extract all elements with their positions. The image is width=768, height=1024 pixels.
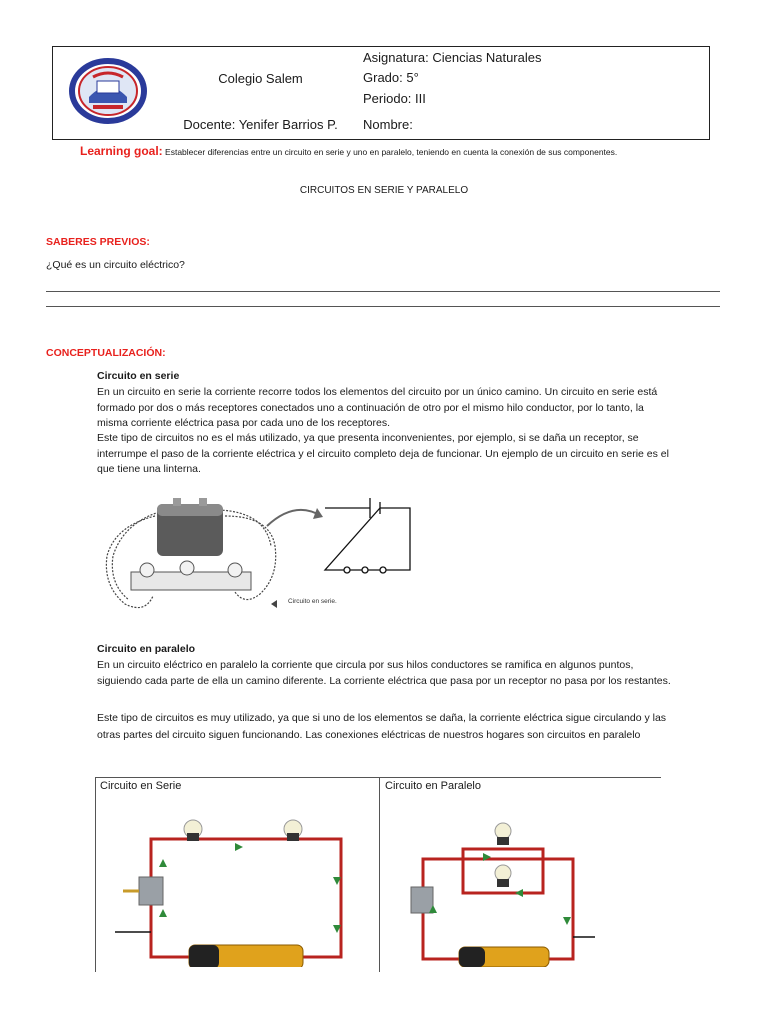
parallel-circuit-drawing (399, 817, 599, 967)
bulb-icon (495, 823, 511, 839)
teacher-name: Docente: Yenifer Barrios P. (183, 116, 338, 132)
serie-title: Circuito en serie (97, 370, 180, 382)
learning-goal-label: Learning goal: (80, 144, 163, 158)
header-table (52, 46, 710, 140)
comparison-table (95, 777, 661, 972)
paralelo-paragraph-1: En un circuito eléctrico en paralelo la corriente que circula por sus hilos conductores se ramifica en algunos puntos, siguiendo cada parte de ella un camino diferente. La corriente eléctrica que pasa por un receptor no pasa por los restantes. (97, 659, 671, 687)
saberes-heading: SABERES PREVIOS: (46, 236, 150, 248)
bulb-icon (495, 865, 511, 881)
period-field: Periodo: III (363, 90, 426, 106)
learning-goal-text: Establecer diferencias entre un circuito en serie y uno en paralelo, teniendo en cuenta la conexión de sus componentes. (165, 147, 618, 157)
battery-block (157, 498, 223, 556)
answer-line-2[interactable] (46, 306, 720, 307)
serie-paragraph-2: Este tipo de circuitos no es el más utilizado, ya que presenta inconvenientes, por ejemplo, si se daña un receptor, se interrumpe el paso de la corriente eléctrica y el circuito completo deja de funcionar. Un ejemplo de un circuito en serie es el que tiene una linterna. (97, 432, 669, 475)
paralelo-column-label: Circuito en Paralelo (385, 780, 481, 792)
paralelo-title: Circuito en paralelo (97, 643, 196, 655)
answer-line-1[interactable] (46, 291, 720, 292)
coiled-wire-left (106, 512, 159, 608)
grade-field: Grado: 5° (363, 69, 419, 85)
school-logo (53, 47, 166, 139)
flashlight-circuit-figure (95, 486, 425, 626)
bulb-row (131, 561, 251, 590)
curved-arrow (267, 510, 321, 526)
student-name-field[interactable]: Nombre: (363, 116, 413, 132)
school-name: Colegio Salem (218, 70, 303, 86)
logo-cell (53, 47, 166, 139)
serie-column-label: Circuito en Serie (100, 780, 182, 792)
subject-field: Asignatura: Ciencias Naturales (363, 49, 542, 65)
series-circuit-drawing (115, 807, 355, 967)
learning-goal (80, 144, 730, 158)
figure-caption: Circuito en serie. (288, 598, 337, 605)
circuit-schematic (325, 498, 410, 573)
page-title: CIRCUITOS EN SERIE Y PARALELO (299, 185, 469, 196)
paralelo-paragraph-2: Este tipo de circuitos es muy utilizado, ya que si uno de los elementos se daña, la corriente eléctrica sigue circulando y las otras partes del circuito siguen funcionando. Las conexiones eléctricas de nuestros hogares son circuitos en paralelo (97, 712, 667, 741)
serie-paragraph-1: En un circuito en serie la corriente recorre todos los elementos del circuito por un único camino. Un circuito en serie está formado por dos o más receptores conectados uno a continuación de otro por el mismo hilo conductor, por lo tanto, la misma corriente eléctrica pasa por cada uno de los receptores. (97, 386, 658, 429)
switch-icon (139, 877, 163, 905)
concept-heading: CONCEPTUALIZACIÓN: (46, 347, 166, 359)
saberes-question: ¿Qué es un circuito eléctrico? (46, 259, 185, 271)
switch-icon (411, 887, 433, 913)
